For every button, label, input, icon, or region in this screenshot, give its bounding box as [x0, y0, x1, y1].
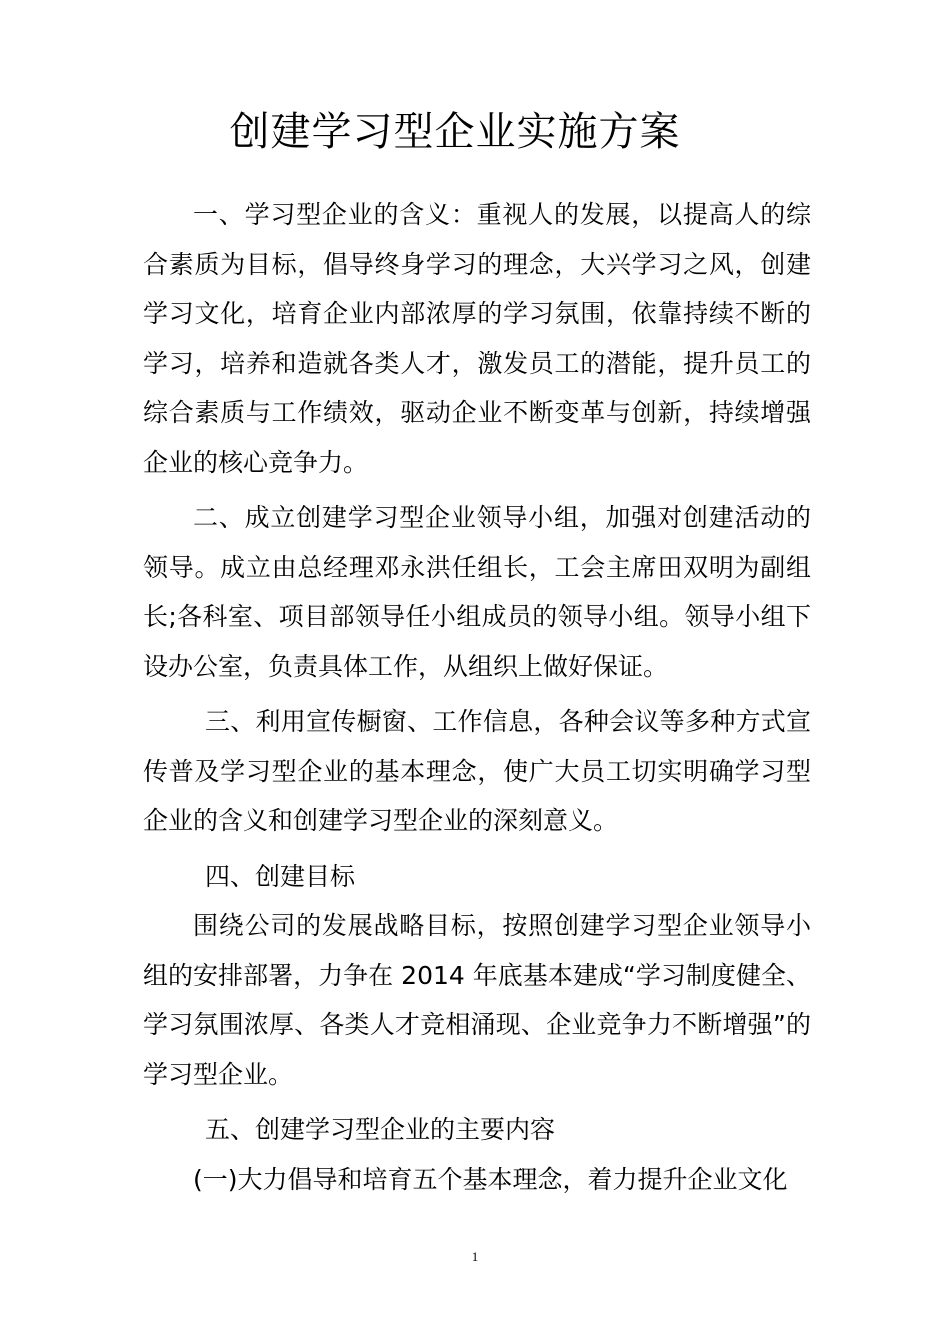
paragraph-6-heading: 五、创建学习型企业的主要内容 — [205, 1115, 556, 1144]
document-title: 创建学习型企业实施方案 — [229, 109, 681, 155]
page-number: 1 — [471, 1249, 479, 1264]
paragraph-2: 二、成立创建学习型企业领导小组，加强对创建活动的领导。成立由总经理邓永洪任组长，工会主席田双明为副组长;各科室、项目部领导任小组成员的领导小组。领导小组下设办公室，负责具体工作，从组织上做好保证。 — [143, 503, 811, 681]
paragraph-5: 围绕公司的发展战略目标，按照创建学习型企业领导小组的安排部署，力争在 2014 年底基本建成“学习制度健全、学习氛围浓厚、各类人才竞相涌现、企业竞争力不断增强”的学习型企业。 — [143, 911, 811, 1089]
paragraph-3: 三、利用宣传橱窗、工作信息，各种会议等多种方式宣传普及学习型企业的基本理念，使广大员工切实明确学习型企业的含义和创建学习型企业的深刻意义。 — [143, 707, 811, 835]
document-body — [143, 190, 811, 1204]
paragraph-1: 一、学习型企业的含义：重视人的发展，以提高人的综合素质为目标，倡导终身学习的理念，大兴学习之风，创建学习文化，培育企业内部浓厚的学习氛围，依靠持续不断的学习，培养和造就各类人才，激发员工的潜能，提升员工的综合素质与工作绩效，驱动企业不断变革与创新，持续增强企业的核心竞争力。 — [143, 200, 811, 477]
paragraph-4-heading: 四、创建目标 — [205, 861, 356, 891]
paragraph-7: (一)大力倡导和培育五个基本理念，着力提升企业文化 — [193, 1164, 788, 1194]
